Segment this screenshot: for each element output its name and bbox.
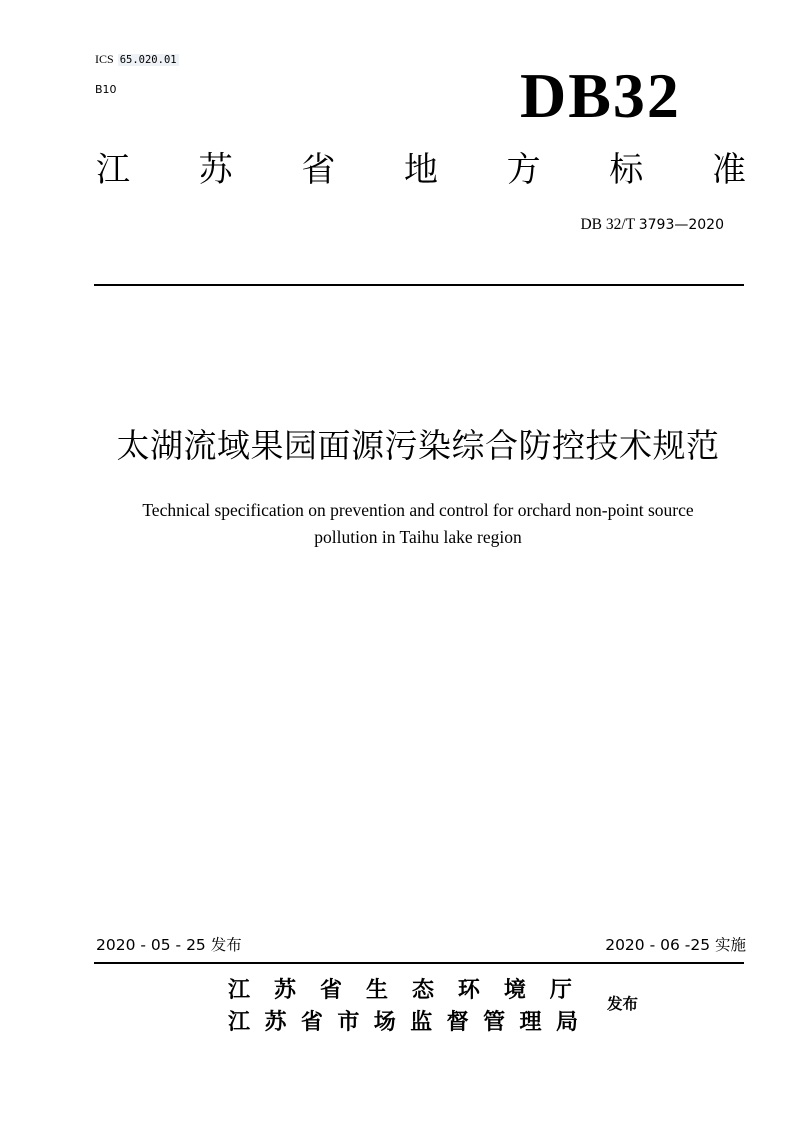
standard-type-char: 省 [301, 150, 336, 190]
title-english-line-1: Technical specification on prevention and control for orchard non-point source [142, 500, 694, 520]
standard-type-char: 苏 [198, 150, 233, 190]
issuer-char: 江 [228, 978, 251, 1003]
standard-type-char: 江 [96, 150, 130, 190]
issuer-char: 理 [519, 1010, 542, 1035]
issuer-char: 江 [228, 1010, 251, 1035]
title-english-line-2: pollution in Taihu lake region [314, 527, 522, 547]
issuer-char: 苏 [264, 1010, 287, 1035]
standard-number-prefix: DB 32/T [580, 216, 639, 233]
standard-number [580, 216, 724, 234]
issuer-char: 督 [446, 1010, 469, 1035]
implementation-date: 2020 - 06 -25 实施 [605, 936, 746, 954]
issuer-char: 场 [373, 1010, 396, 1035]
ccs-code: B10 [95, 83, 117, 96]
issuer-char: 境 [503, 978, 526, 1003]
ics-value: 65.020.01 [119, 54, 177, 66]
ics-code [95, 52, 179, 67]
publish-label: 发布 [607, 995, 639, 1013]
standard-number-value: 3793—2020 [638, 217, 724, 233]
issuer-char: 态 [411, 978, 434, 1003]
title-english [100, 497, 736, 551]
issuer-char: 省 [300, 1010, 323, 1035]
standard-type-char: 标 [609, 150, 644, 190]
standard-type-char: 方 [506, 150, 541, 190]
issuer-char: 局 [555, 1010, 578, 1035]
issuer-char: 厅 [549, 978, 572, 1003]
issuer-char: 苏 [273, 978, 296, 1003]
title-chinese: 太湖流域果园面源污染综合防控技术规范 [116, 426, 720, 465]
issue-date: 2020 - 05 - 25 发布 [96, 936, 242, 954]
standard-type-char: 准 [711, 150, 746, 190]
standard-type-char: 地 [403, 150, 438, 190]
issuer-char: 环 [457, 978, 480, 1003]
standard-type [96, 150, 746, 191]
db-logo: DB32 [520, 60, 681, 131]
issuer-char: 市 [337, 1010, 360, 1035]
bottom-divider [94, 962, 744, 964]
top-divider [94, 284, 744, 286]
issuer-char: 生 [365, 978, 388, 1003]
issuer-char: 监 [410, 1010, 433, 1035]
issuer-char: 省 [319, 978, 342, 1003]
issuer-ecology-department [228, 973, 572, 1004]
ics-label: ICS [95, 52, 114, 66]
issuer-market-bureau [228, 1005, 578, 1036]
issuer-char: 管 [483, 1010, 506, 1035]
